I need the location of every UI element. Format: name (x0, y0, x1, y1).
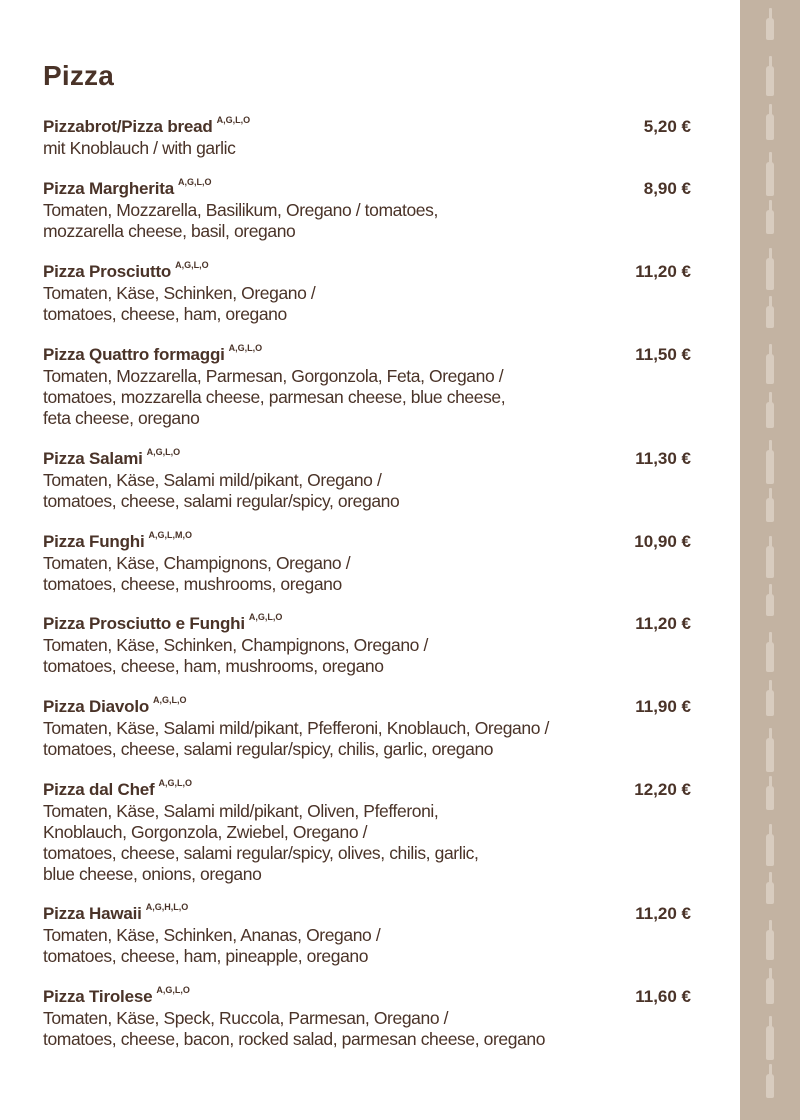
item-name: Pizza Tirolese (43, 987, 153, 1006)
item-name: Pizzabrot/Pizza bread (43, 117, 213, 136)
menu-item-hawaii (43, 903, 691, 967)
bottle-icon (766, 690, 774, 716)
menu-item-diavolo (43, 696, 691, 760)
item-price: 11,20 € (635, 262, 691, 281)
menu-item-quattro-formaggi (43, 344, 691, 429)
bottle-icon (766, 258, 774, 290)
bottle-icon (766, 546, 774, 578)
allergen-codes: A,G,L,O (177, 177, 212, 187)
bottle-icon (766, 498, 774, 522)
item-name: Pizza Quattro formaggi (43, 345, 225, 364)
menu-item-prosciutto-e-funghi (43, 613, 691, 677)
allergen-codes: A,G,L,O (158, 778, 193, 788)
bottle-icon (766, 978, 774, 1004)
item-description: mit Knoblauch / with garlic (43, 138, 236, 158)
item-description: Tomaten, Käse, Schinken, Ananas, Oregano / tomatoes, cheese, ham, pineapple, oregano (43, 925, 381, 966)
item-description: Tomaten, Käse, Salami mild/pikant, Pfefferoni, Knoblauch, Oregano / tomatoes, cheese, salami regular/spicy, chilis, garlic, oregano (43, 718, 549, 759)
bottle-icon (766, 450, 774, 484)
item-name: Pizza Hawaii (43, 904, 142, 923)
bottle-icon (766, 786, 774, 810)
item-price: 11,90 € (635, 697, 691, 716)
item-price: 12,20 € (634, 780, 691, 799)
menu-item-dal-chef (43, 779, 691, 885)
bottle-icon (766, 642, 774, 672)
item-description: Tomaten, Käse, Champignons, Oregano / tomatoes, cheese, mushrooms, oregano (43, 553, 351, 594)
decorative-side-strip (740, 0, 800, 1120)
bottle-icon (766, 1074, 774, 1098)
bottle-icon (766, 402, 774, 428)
menu-item-funghi (43, 531, 691, 595)
bottle-icon (766, 162, 774, 196)
menu-item-salami (43, 448, 691, 512)
item-price: 11,30 € (635, 449, 691, 468)
menu-item-margherita (43, 178, 691, 242)
item-price: 11,20 € (635, 614, 691, 633)
allergen-codes: A,G,L,O (175, 260, 209, 270)
item-name: Pizza dal Chef (43, 780, 155, 799)
item-name: Pizza Prosciutto e Funghi (43, 614, 245, 633)
menu-item-tirolese (43, 986, 691, 1050)
bottle-icon (766, 210, 774, 234)
allergen-codes: A,G,L,O (153, 695, 187, 705)
item-price: 5,20 € (643, 117, 691, 136)
item-name: Pizza Margherita (43, 179, 174, 198)
item-price: 11,50 € (635, 345, 691, 364)
allergen-codes: A,G,L,O (216, 115, 251, 125)
item-price: 10,90 € (634, 532, 691, 551)
item-description: Tomaten, Käse, Schinken, Oregano / tomatoes, cheese, ham, oregano (43, 283, 316, 324)
allergen-codes: A,G,L,O (156, 985, 190, 995)
menu-item-prosciutto (43, 261, 691, 325)
allergen-codes: A,G,H,L,O (145, 902, 189, 912)
item-description: Tomaten, Käse, Speck, Ruccola, Parmesan, Oregano / tomatoes, cheese, bacon, rocked salad, parmesan cheese, oregano (43, 1008, 546, 1049)
section-title: Pizza (43, 60, 115, 91)
allergen-codes: A,G,L,O (146, 447, 181, 457)
bottle-icon (766, 594, 774, 616)
bottle-icon (766, 834, 774, 866)
item-description: Tomaten, Käse, Salami mild/pikant, Oliven, Pfefferoni, Knoblauch, Gorgonzola, Zwiebel, Oregano / tomatoes, cheese, salami regular/spicy, olives, chilis, garlic, blue cheese, onions, oregano (43, 801, 479, 884)
item-description: Tomaten, Mozzarella, Parmesan, Gorgonzola, Feta, Oregano / tomatoes, mozzarella cheese, parmesan cheese, blue cheese, feta cheese, oregano (43, 366, 506, 428)
item-name: Pizza Salami (43, 449, 143, 468)
item-name: Pizza Prosciutto (43, 262, 172, 281)
allergen-codes: A,G,L,O (248, 612, 283, 622)
bottle-icon (766, 354, 774, 384)
allergen-codes: A,G,L,M,O (148, 530, 192, 540)
item-description: Tomaten, Mozzarella, Basilikum, Oregano / tomatoes, mozzarella cheese, basil, oregano (43, 200, 438, 241)
allergen-codes: A,G,L,O (228, 343, 263, 353)
bottle-icon (766, 1026, 774, 1060)
item-name: Pizza Funghi (43, 532, 145, 551)
bottle-icon (766, 738, 774, 772)
bottle-icon (766, 882, 774, 904)
bottle-icon (766, 114, 774, 140)
item-name: Pizza Diavolo (43, 697, 150, 716)
item-price: 11,60 € (635, 987, 691, 1006)
bottle-icon (766, 306, 774, 328)
item-description: Tomaten, Käse, Schinken, Champignons, Oregano / tomatoes, cheese, ham, mushrooms, oregano (43, 635, 428, 676)
bottle-icon (766, 66, 774, 96)
item-description: Tomaten, Käse, Salami mild/pikant, Oregano / tomatoes, cheese, salami regular/spicy, oregano (43, 470, 400, 511)
bottle-icon (766, 18, 774, 40)
item-price: 11,20 € (635, 904, 691, 923)
item-price: 8,90 € (643, 179, 691, 198)
bottle-icon (766, 930, 774, 960)
menu-item-pizzabrot (43, 116, 691, 159)
